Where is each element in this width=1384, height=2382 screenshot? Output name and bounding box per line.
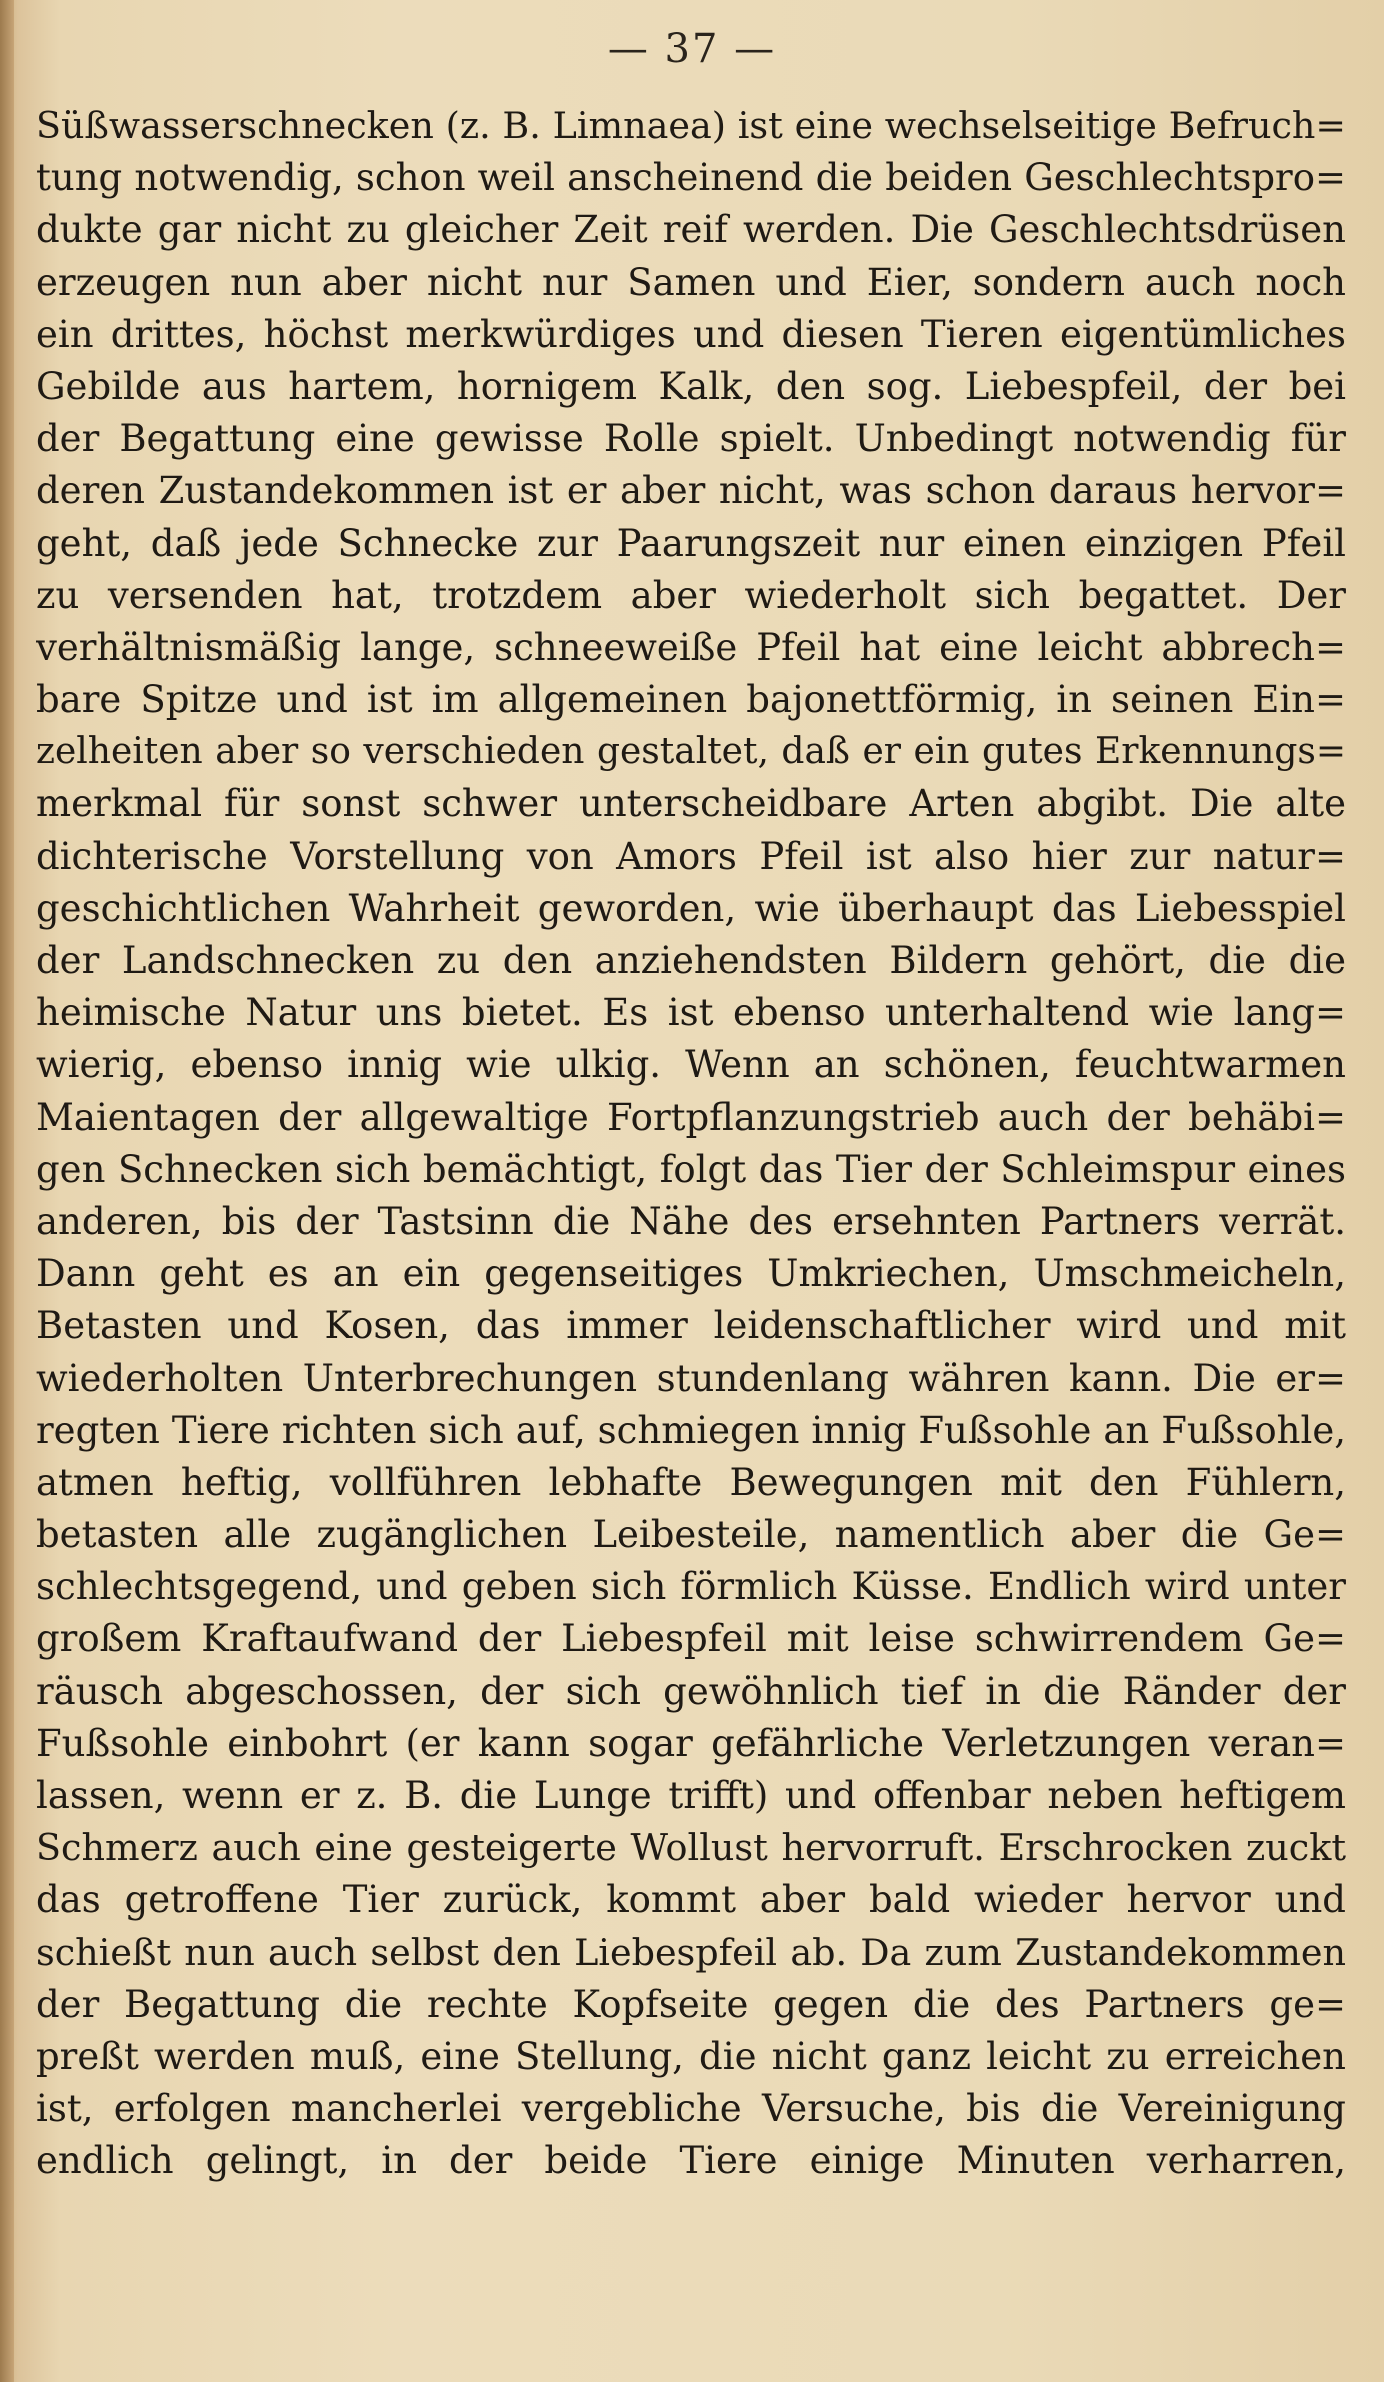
text-line: regten Tiere richten sich auf, schmiegen innig Fußsohle an Fußsohle, <box>36 1408 1346 1452</box>
text-line: wierig, ebenso innig wie ulkig. Wenn an schönen, feuchtwarmen <box>36 1043 1346 1087</box>
text-line: der Landschnecken zu den anziehendsten Bildern gehört, die die <box>36 939 1346 982</box>
text-line: ist, erfolgen mancherlei vergebliche Versuche, bis die Vereinigung <box>36 2087 1346 2131</box>
text-line: Süßwasserschnecken (z. B. Limnaea) ist eine wechselseitige Befruch= <box>36 104 1346 147</box>
text-line: schießt nun auch selbst den Liebespfeil ab. Da zum Zustandekommen <box>36 1930 1346 1974</box>
text-line: Dann geht es an ein gegenseitiges Umkriechen, Umschmeicheln, <box>36 1252 1346 1296</box>
text-line: der Begattung eine gewisse Rolle spielt. Unbedingt notwendig für <box>36 417 1346 461</box>
text-line: Betasten und Kosen, das immer leidenschaftlicher wird und mit <box>36 1304 1346 1348</box>
text-line: heimische Natur uns bietet. Es ist ebenso unterhaltend wie lang= <box>36 991 1346 1035</box>
text-line: betasten alle zugänglichen Leibesteile, namentlich aber die Ge= <box>36 1513 1346 1557</box>
text-line: das getroffene Tier zurück, kommt aber bald wieder hervor und <box>36 1878 1346 1922</box>
text-line: schlechtsgegend, und geben sich förmlich Küsse. Endlich wird unter <box>36 1565 1346 1609</box>
text-line: Gebilde aus hartem, hornigem Kalk, den sog. Liebespfeil, der bei <box>36 364 1346 408</box>
page-edge <box>0 0 14 2382</box>
text-line: großem Kraftaufwand der Liebespfeil mit leise schwirrendem Ge= <box>36 1617 1346 1661</box>
text-line: der Begattung die rechte Kopfseite gegen die des Partners ge= <box>36 1982 1346 2026</box>
text-line: endlich gelingt, in der beide Tiere einige Minuten verharren, <box>36 2139 1346 2183</box>
text-line: verhältnismäßig lange, schneeweiße Pfeil hat eine leicht abbrech= <box>36 625 1346 669</box>
text-line: zu versenden hat, trotzdem aber wiederholt sich begattet. Der <box>36 573 1346 617</box>
text-line: erzeugen nun aber nicht nur Samen und Eier, sondern auch noch <box>36 260 1346 304</box>
text-line: Schmerz auch eine gesteigerte Wollust hervorruft. Erschrocken zuckt <box>36 1826 1346 1870</box>
text-line: wiederholten Unterbrechungen stundenlang währen kann. Die er= <box>36 1356 1346 1400</box>
text-line: lassen, wenn er z. B. die Lunge trifft) und offenbar neben heftigem <box>36 1774 1346 1817</box>
text-line: Maientagen der allgewaltige Fortpflanzungstrieb auch der behäbi= <box>36 1095 1346 1139</box>
text-line: dukte gar nicht zu gleicher Zeit reif werden. Die Geschlechtsdrüsen <box>36 208 1346 252</box>
text-line: räusch abgeschossen, der sich gewöhnlich tief in die Ränder der <box>36 1669 1346 1713</box>
text-line: geht, daß jede Schnecke zur Paarungszeit nur einen einzigen Pfeil <box>36 521 1346 565</box>
page-number: — 37 — <box>607 26 777 72</box>
body-text <box>36 100 1346 2188</box>
text-line: atmen heftig, vollführen lebhafte Bewegungen mit den Fühlern, <box>36 1460 1346 1504</box>
text-line: anderen, bis der Tastsinn die Nähe des ersehnten Partners verrät. <box>36 1199 1346 1243</box>
text-line: geschichtlichen Wahrheit geworden, wie überhaupt das Liebesspiel <box>36 886 1346 930</box>
text-line: preßt werden muß, eine Stellung, die nicht ganz leicht zu erreichen <box>36 2034 1346 2078</box>
text-line: merkmal für sonst schwer unterscheidbare Arten abgibt. Die alte <box>36 782 1346 826</box>
text-line: tung notwendig, schon weil anscheinend die beiden Geschlechtspro= <box>36 156 1346 200</box>
text-line: bare Spitze und ist im allgemeinen bajonettförmig, in seinen Ein= <box>36 678 1346 722</box>
text-line: zelheiten aber so verschieden gestaltet, daß er ein gutes Erkennungs= <box>36 731 1346 773</box>
text-line: deren Zustandekommen ist er aber nicht, was schon daraus hervor= <box>36 469 1346 513</box>
text-line: ein drittes, höchst merkwürdiges und diesen Tieren eigentümliches <box>36 312 1346 356</box>
text-line: Fußsohle einbohrt (er kann sogar gefährliche Verletzungen veran= <box>36 1721 1346 1765</box>
text-line: dichterische Vorstellung von Amors Pfeil ist also hier zur natur= <box>36 834 1346 878</box>
text-line: gen Schnecken sich bemächtigt, folgt das Tier der Schleimspur eines <box>36 1147 1346 1191</box>
